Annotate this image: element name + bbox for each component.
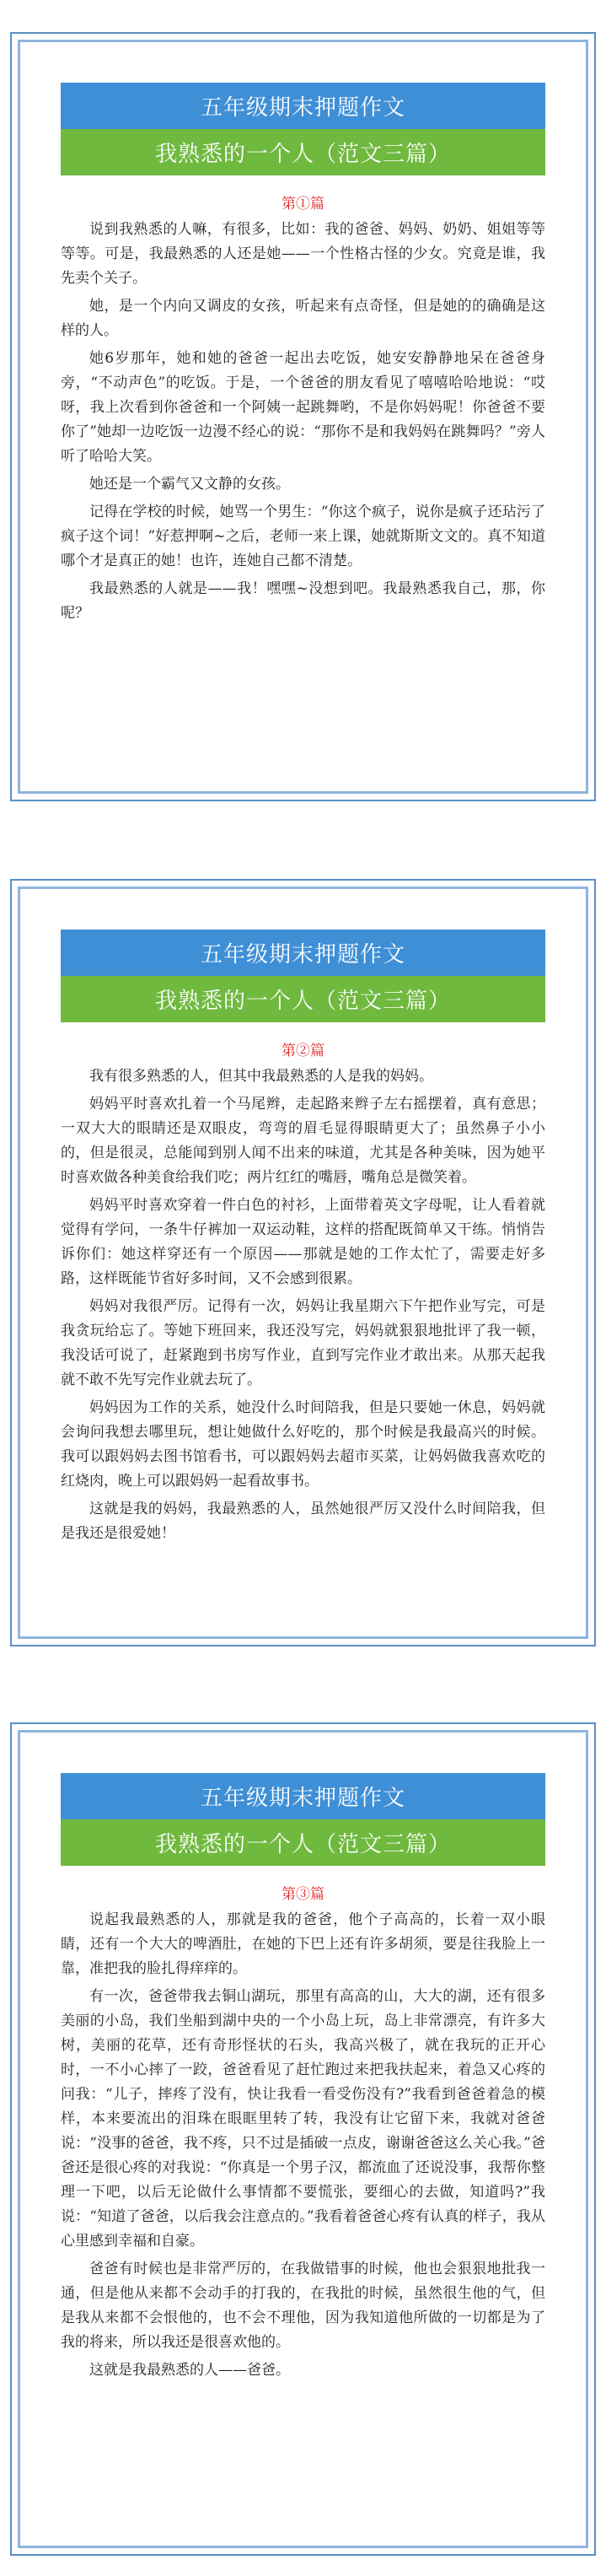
article-card-3 <box>10 1722 596 2556</box>
banner-subtitle: 我熟悉的一个人（范文三篇） <box>61 976 545 1022</box>
paragraph: 我有很多熟悉的人，但其中我最熟悉的人是我的妈妈。 <box>89 1068 433 1085</box>
paragraph: 记得在学校的时候，她骂一个男生：“你这个疯子，说你是疯子还玷污了疯子这个词！”好惹押啊~之后，老师一来上课，她就斯斯文文的。真不知道哪个才是真正的她！也许，连她自己都不清楚。 <box>61 504 545 569</box>
paragraph: 这就是我的妈妈，我最熟悉的人，虽然她很严厉又没什么时间陪我，但是我还是很爱她！ <box>61 1501 545 1542</box>
banner-title: 五年级期末押题作文 <box>61 930 545 976</box>
paragraph: 妈妈因为工作的关系，她没什么时间陪我，但是只要她一休息，妈妈就会询问我想去哪里玩，想让她做什么好吃的，那个时候是我最高兴的时候。我可以跟妈妈去图书馆看书，可以跟妈妈去超市买菜，让妈妈做我喜欢吃的红烧肉，晚上可以跟妈妈一起看故事书。 <box>61 1399 545 1490</box>
paragraph: 这就是我最熟悉的人——爸爸。 <box>89 2362 290 2379</box>
article-content <box>61 930 545 1546</box>
chapter-heading: 第②篇 <box>282 1043 324 1059</box>
paragraph: 爸爸有时候也是非常严厉的，在我做错事的时候，他也会狠狠地批我一通，但是他从来都不会动手的打我的，在我批的时候，虽然很生他的气，但是我从来都不会恨他的，也不会不理他，因为我知道他所做的一切都是为了我的将来，所以我还是很喜欢他的。 <box>61 2261 545 2351</box>
banner-subtitle: 我熟悉的一个人（范文三篇） <box>61 1819 545 1866</box>
paragraph: 妈妈对我很严厉。记得有一次，妈妈让我星期六下午把作业写完，可是我贪玩给忘了。等她下班回来，我还没写完，妈妈就狠狠地批评了我一顿，我没话可说了，赶紧跑到书房写作业，直到写完作业才敢出来。从那天起我就不敢不先写完作业就去玩了。 <box>61 1298 545 1388</box>
article-card-2 <box>10 879 596 1646</box>
paragraph: 说到我熟悉的人嘛，有很多，比如：我的爸爸、妈妈、奶奶、姐姐等等等等。可是，我最熟悉的人还是她——一个性格古怪的少女。究竟是谁，我先卖个关子。 <box>61 221 545 287</box>
paragraph: 妈妈平时喜欢穿着一件白色的衬衫，上面带着英文字母呢，让人看着就觉得有学问，一条牛仔裤加一双运动鞋，这样的搭配既简单又干练。悄悄告诉你们：她这样穿还有一个原因——那就是她的工作太忙了，需要走好多路，这样既能节省好多时间，又不会感到很累。 <box>61 1197 545 1287</box>
chapter-heading: 第①篇 <box>282 196 324 213</box>
paragraph: 我最熟悉的人就是——我！嘿嘿~没想到吧。我最熟悉我自己，那，你呢？ <box>61 580 545 622</box>
article-content <box>61 1773 545 2383</box>
paragraph: 她还是一个霸气又文静的女孩。 <box>89 476 290 493</box>
paragraph: 说起我最熟悉的人，那就是我的爸爸，他个子高高的，长着一双小眼睛，还有一个大大的啤酒肚，在她的下巴上还有许多胡须，要是往我脸上一靠，准把我的脸扎得痒痒的。 <box>61 1911 545 1977</box>
banner-subtitle: 我熟悉的一个人（范文三篇） <box>61 129 545 175</box>
paragraph: 妈妈平时喜欢扎着一个马尾辫，走起路来辫子左右摇摆着，真有意思；一双大大的眼睛还是双眼皮，弯弯的眉毛显得眼睛更大了；虽然鼻子小小的，但是很灵，总能闻到别人闻不出来的味道，尤其是各种美味，因为她平时喜欢做各种美食给我们吃；两片红红的嘴唇，嘴角总是微笑着。 <box>61 1096 545 1186</box>
article-card-1 <box>10 32 596 801</box>
article-content <box>61 83 545 626</box>
chapter-heading: 第③篇 <box>282 1886 324 1903</box>
paragraph: 她，是一个内向又调皮的女孩，听起来有点奇怪，但是她的的确确是这样的人。 <box>61 298 545 339</box>
paragraph: 她6岁那年，她和她的爸爸一起出去吃饭，她安安静静地呆在爸爸身旁，“不动声色”的吃饭。于是，一个爸爸的朋友看见了嘻嘻哈哈地说：“哎呀，我上次看到你爸爸和一个阿姨一起跳舞哟，不是你妈妈呢！你爸爸不要你了”她却一边吃饭一边漫不经心的说：“那你不是和我妈妈在跳舞吗？”旁人听了哈哈大笑。 <box>61 350 545 465</box>
paragraph: 有一次，爸爸带我去铜山湖玩，那里有高高的山，大大的湖，还有很多美丽的小岛，我们坐船到湖中央的一个小岛上玩，岛上非常漂亮，有许多大树，美丽的花草，还有奇形怪状的石头，我高兴极了，就在我玩的正开心时，一不小心摔了一跤，爸爸看见了赶忙跑过来把我扶起来，着急又心疼的问我：“儿子，摔疼了没有，快让我看一看受伤没有?”我看到爸爸着急的模样，本来要流出的泪珠在眼眶里转了转，我没有让它留下来，我就对爸爸说：“没事的爸爸，我不疼，只不过是插破一点皮，谢谢爸爸这么关心我。”爸爸还是很心疼的对我说：“你真是一个男子汉，都流血了还说没事，我帮你整理一下吧，以后无论做什么事情都不要慌张，要细心的去做，知道吗?”我说：“知道了爸爸，以后我会注意点的。”我看着爸爸心疼有认真的样子，我从心里感到幸福和自豪。 <box>61 1988 545 2250</box>
banner-title: 五年级期末押题作文 <box>61 1773 545 1819</box>
banner-title: 五年级期末押题作文 <box>61 83 545 129</box>
